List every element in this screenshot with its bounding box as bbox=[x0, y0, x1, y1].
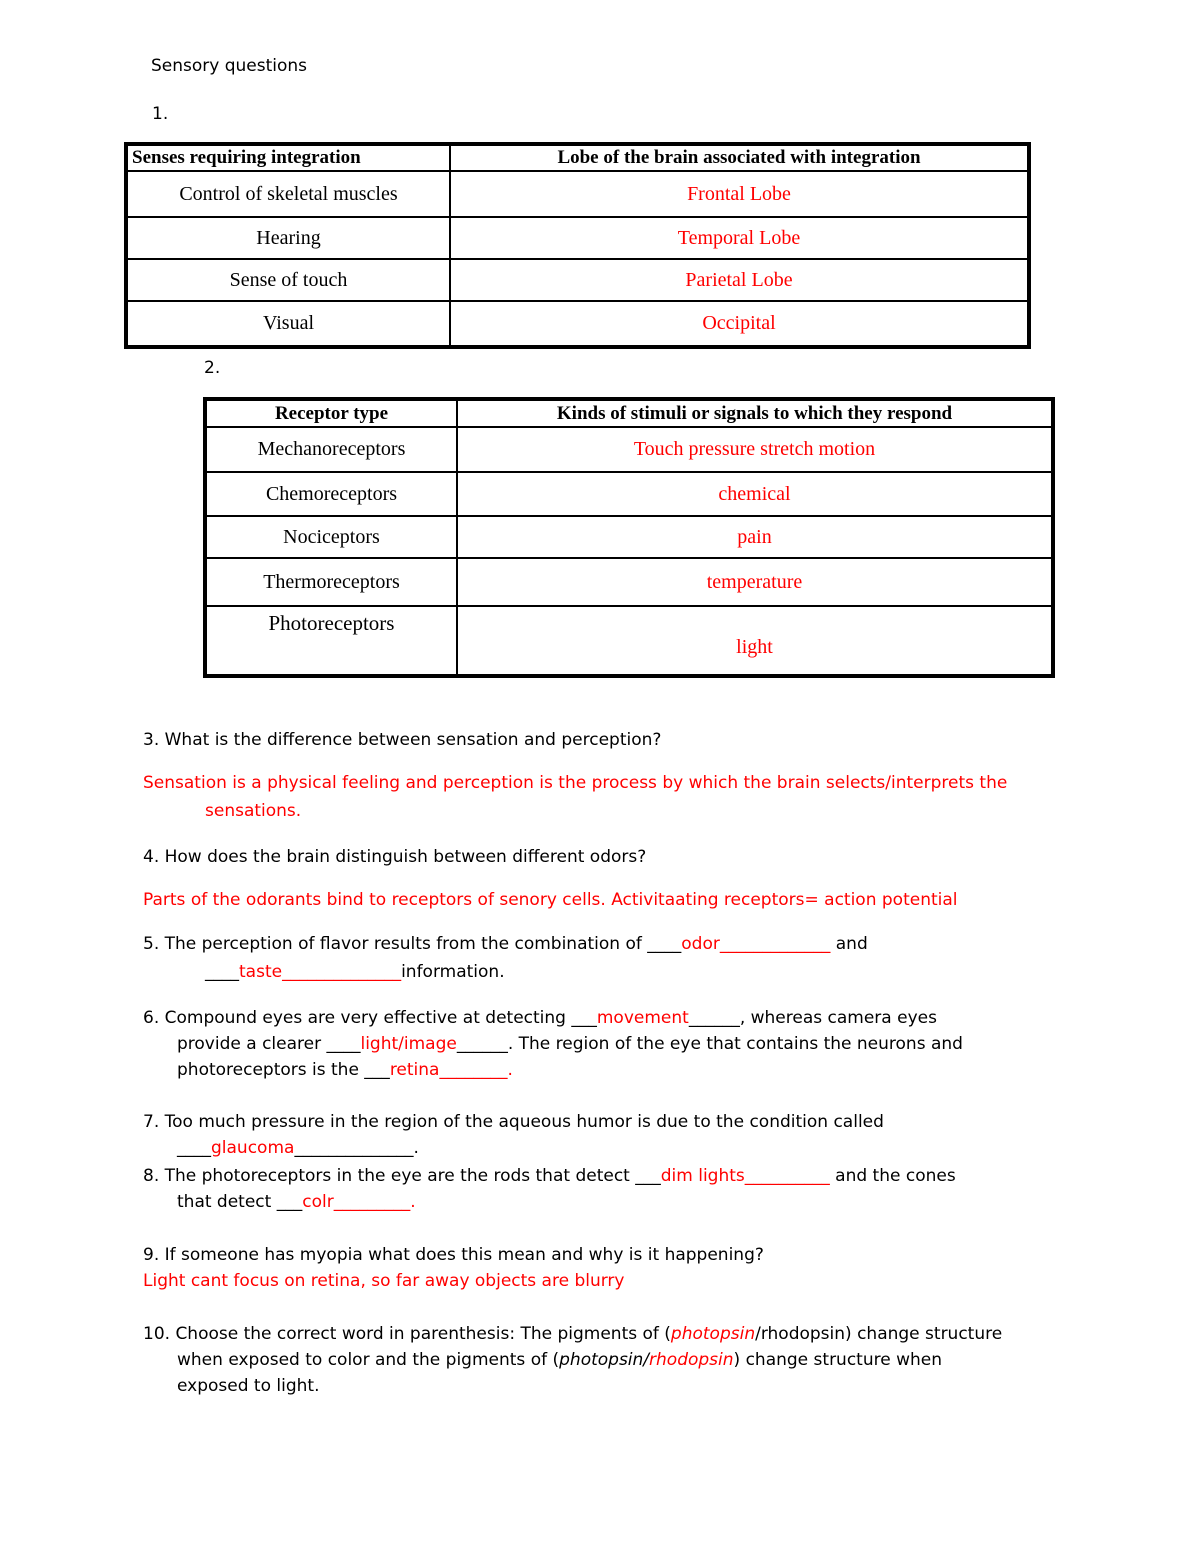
q7-text: 7. Too much pressure in the region of the aqueous humor is due to the condition called bbox=[143, 1112, 884, 1132]
answer-3-line-1: Sensation is a physical feeling and perception is the process by which the brain selects/interprets the bbox=[143, 773, 1008, 793]
q10-option-photopsin: photopsin/ bbox=[559, 1350, 650, 1370]
q10-text: /rhodopsin) change structure bbox=[755, 1324, 1003, 1344]
header-stimuli: Kinds of stimuli or signals to which they respond bbox=[457, 399, 1053, 427]
sense-cell: Sense of touch bbox=[126, 259, 450, 301]
stimuli-cell: light bbox=[457, 606, 1053, 676]
question-6 bbox=[143, 1005, 963, 1083]
q7-blank: ____ bbox=[177, 1138, 211, 1158]
q5-text: information. bbox=[401, 962, 505, 982]
q6-answer-movement: movement bbox=[596, 1008, 689, 1028]
q8-text: and the cones bbox=[829, 1166, 956, 1186]
q6-text: ______. The region of the eye that contains the neurons and bbox=[456, 1034, 963, 1054]
question-7 bbox=[143, 1109, 884, 1161]
question-number-1: 1. bbox=[152, 104, 169, 124]
brain-lobes-table bbox=[124, 142, 1031, 349]
q10-answer-photopsin: photopsin bbox=[670, 1324, 756, 1344]
stimuli-cell: chemical bbox=[457, 472, 1053, 516]
q10-text: ) change structure when bbox=[733, 1350, 943, 1370]
question-4: 4. How does the brain distinguish between different odors? bbox=[143, 847, 647, 867]
question-number-2: 2. bbox=[204, 358, 221, 378]
receptor-table bbox=[203, 397, 1055, 678]
q5-text: 5. The perception of flavor results from the combination of ____ bbox=[143, 934, 682, 954]
q6-text: ______, whereas camera eyes bbox=[688, 1008, 937, 1028]
q7-answer-glaucoma: glaucoma bbox=[211, 1138, 295, 1158]
q10-text: 10. Choose the correct word in parenthesis: The pigments of ( bbox=[143, 1324, 671, 1344]
sense-cell: Control of skeletal muscles bbox=[126, 171, 450, 217]
header-receptor-type: Receptor type bbox=[205, 399, 457, 427]
receptor-type-cell: Mechanoreceptors bbox=[205, 427, 457, 472]
answer-9: Light cant focus on retina, so far away objects are blurry bbox=[143, 1271, 625, 1291]
q5-blank: ______________ bbox=[282, 962, 402, 982]
q8-blank: _________. bbox=[333, 1192, 416, 1212]
lobe-cell: Occipital bbox=[450, 301, 1029, 347]
stimuli-cell: Touch pressure stretch motion bbox=[457, 427, 1053, 472]
receptor-type-cell: Chemoreceptors bbox=[205, 472, 457, 516]
lobe-cell: Frontal Lobe bbox=[450, 171, 1029, 217]
q8-text: that detect ___ bbox=[177, 1192, 303, 1212]
document-title: Sensory questions bbox=[151, 56, 308, 76]
q5-answer-odor: odor bbox=[681, 934, 720, 954]
q5-blank: _____________ bbox=[719, 934, 831, 954]
q8-answer-dim-lights: dim lights bbox=[660, 1166, 745, 1186]
q8-blank: __________ bbox=[744, 1166, 830, 1186]
stimuli-cell: temperature bbox=[457, 558, 1053, 606]
q10-text: when exposed to color and the pigments of ( bbox=[177, 1350, 560, 1370]
q6-answer-light-image: light/image bbox=[360, 1034, 457, 1054]
header-lobe: Lobe of the brain associated with integration bbox=[450, 144, 1029, 171]
receptor-type-cell: Photoreceptors bbox=[205, 606, 457, 676]
q6-text: provide a clearer ____ bbox=[177, 1034, 361, 1054]
sense-cell: Hearing bbox=[126, 217, 450, 259]
q5-text: and bbox=[830, 934, 868, 954]
q10-answer-rhodopsin: rhodopsin bbox=[649, 1350, 734, 1370]
receptor-type-cell: Nociceptors bbox=[205, 516, 457, 558]
answer-3 bbox=[143, 770, 1007, 824]
q6-blank: ________. bbox=[439, 1060, 513, 1080]
question-8 bbox=[143, 1163, 956, 1215]
q6-answer-retina: retina bbox=[389, 1060, 440, 1080]
question-10 bbox=[143, 1321, 1002, 1399]
q7-blank: ______________. bbox=[294, 1138, 419, 1158]
q6-text: photoreceptors is the ___ bbox=[177, 1060, 390, 1080]
lobe-cell: Temporal Lobe bbox=[450, 217, 1029, 259]
q5-blank: ____ bbox=[205, 962, 239, 982]
q5-answer-taste: taste bbox=[239, 962, 283, 982]
q8-text: 8. The photoreceptors in the eye are the rods that detect ___ bbox=[143, 1166, 661, 1186]
answer-4: Parts of the odorants bind to receptors of senory cells. Activitaating receptors= action potential bbox=[143, 890, 958, 910]
question-9: 9. If someone has myopia what does this mean and why is it happening? bbox=[143, 1245, 764, 1265]
receptor-type-cell: Thermoreceptors bbox=[205, 558, 457, 606]
answer-3-line-2: sensations. bbox=[205, 801, 302, 821]
sense-cell: Visual bbox=[126, 301, 450, 347]
stimuli-cell: pain bbox=[457, 516, 1053, 558]
question-5 bbox=[143, 931, 868, 985]
lobe-cell: Parietal Lobe bbox=[450, 259, 1029, 301]
q10-text: exposed to light. bbox=[177, 1376, 320, 1396]
header-senses: Senses requiring integration bbox=[126, 144, 450, 171]
question-3: 3. What is the difference between sensation and perception? bbox=[143, 730, 662, 750]
q8-answer-colr: colr bbox=[302, 1192, 334, 1212]
q6-text: 6. Compound eyes are very effective at detecting ___ bbox=[143, 1008, 597, 1028]
